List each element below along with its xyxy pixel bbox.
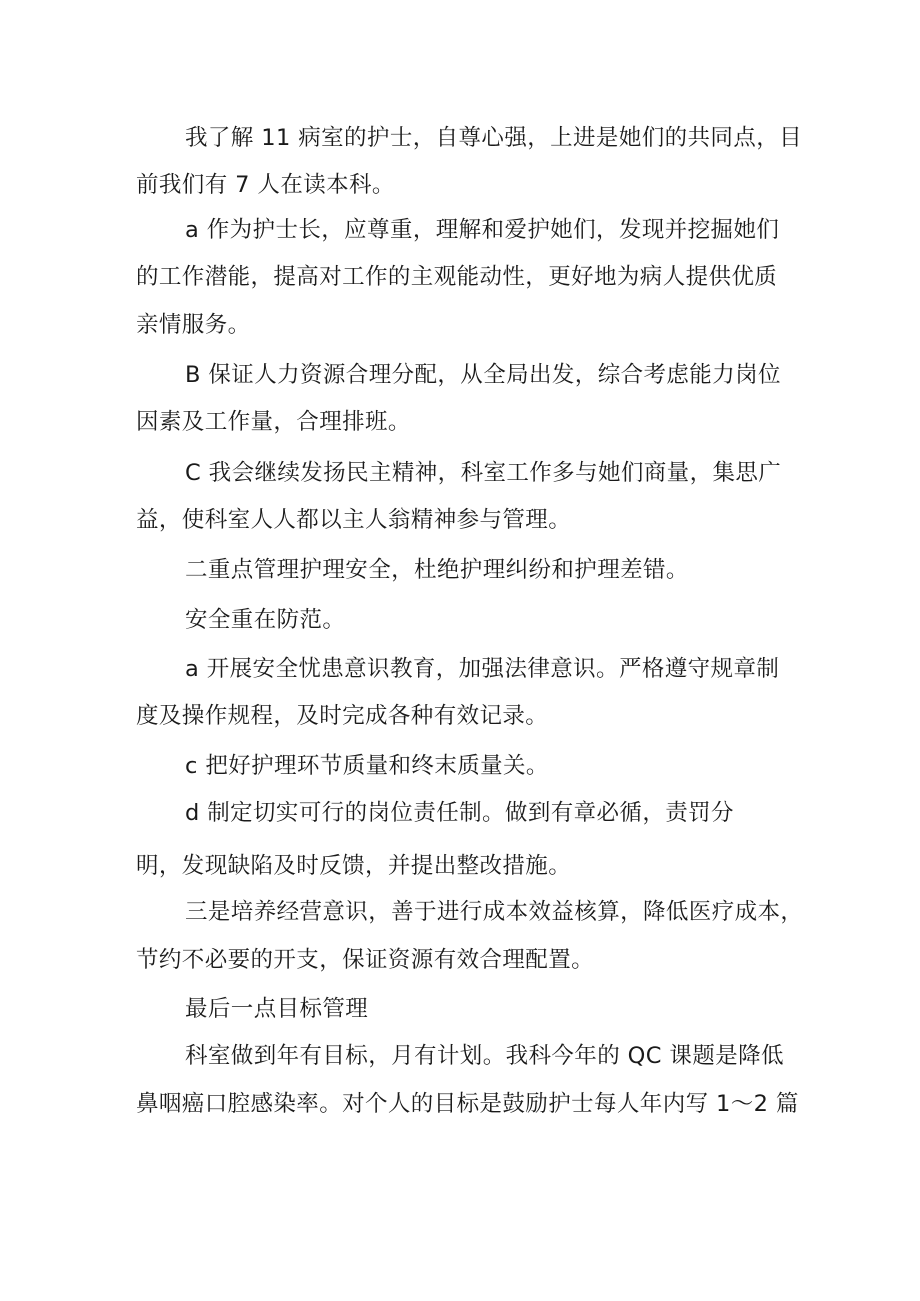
text-line: 科室做到年有目标，月有计划。我科今年的 QC 课题是降低 bbox=[185, 1043, 784, 1069]
text-line: a 作为护士长，应尊重，理解和爱护她们，发现并挖掘她们 bbox=[185, 217, 780, 243]
text-line: 安全重在防范。 bbox=[185, 607, 346, 633]
text-line: a 开展安全忧患意识教育，加强法律意识。严格遵守规章制 bbox=[185, 656, 780, 682]
text-line: 的工作潜能，提高对工作的主观能动性，更好地为病人提供优质 bbox=[136, 264, 778, 290]
text-line: 前我们有 7 人在读本科。 bbox=[136, 172, 395, 198]
text-line: 明，发现缺陷及时反馈，并提出整改措施。 bbox=[136, 853, 572, 879]
text-line: 三是培养经营意识，善于进行成本效益核算，降低医疗成本， bbox=[185, 899, 804, 925]
text-line: 最后一点目标管理 bbox=[185, 996, 369, 1022]
text-line: 益，使科室人人都以主人翁精神参与管理。 bbox=[136, 507, 572, 533]
text-line: B 保证人力资源合理分配，从全局出发，综合考虑能力岗位 bbox=[185, 362, 781, 388]
text-line: 度及操作规程，及时完成各种有效记录。 bbox=[136, 703, 549, 729]
text-line: d 制定切实可行的岗位责任制。做到有章必循，责罚分 bbox=[185, 800, 734, 826]
text-line: 二重点管理护理安全，杜绝护理纠纷和护理差错。 bbox=[185, 557, 689, 583]
text-line: 亲情服务。 bbox=[136, 312, 251, 338]
text-line: 我了解 11 病室的护士，自尊心强，上进是她们的共同点，目 bbox=[185, 125, 803, 151]
text-line: 节约不必要的开支，保证资源有效合理配置。 bbox=[136, 947, 595, 973]
text-line: c 把好护理环节质量和终末质量关。 bbox=[185, 753, 549, 779]
text-line: 鼻咽癌口腔感染率。对个人的目标是鼓励护士每人年内写 1〜2 篇 bbox=[136, 1091, 799, 1117]
text-line: C 我会继续发扬民主精神，科室工作多与她们商量，集思广 bbox=[185, 460, 782, 486]
text-line: 因素及工作量，合理排班。 bbox=[136, 409, 411, 435]
